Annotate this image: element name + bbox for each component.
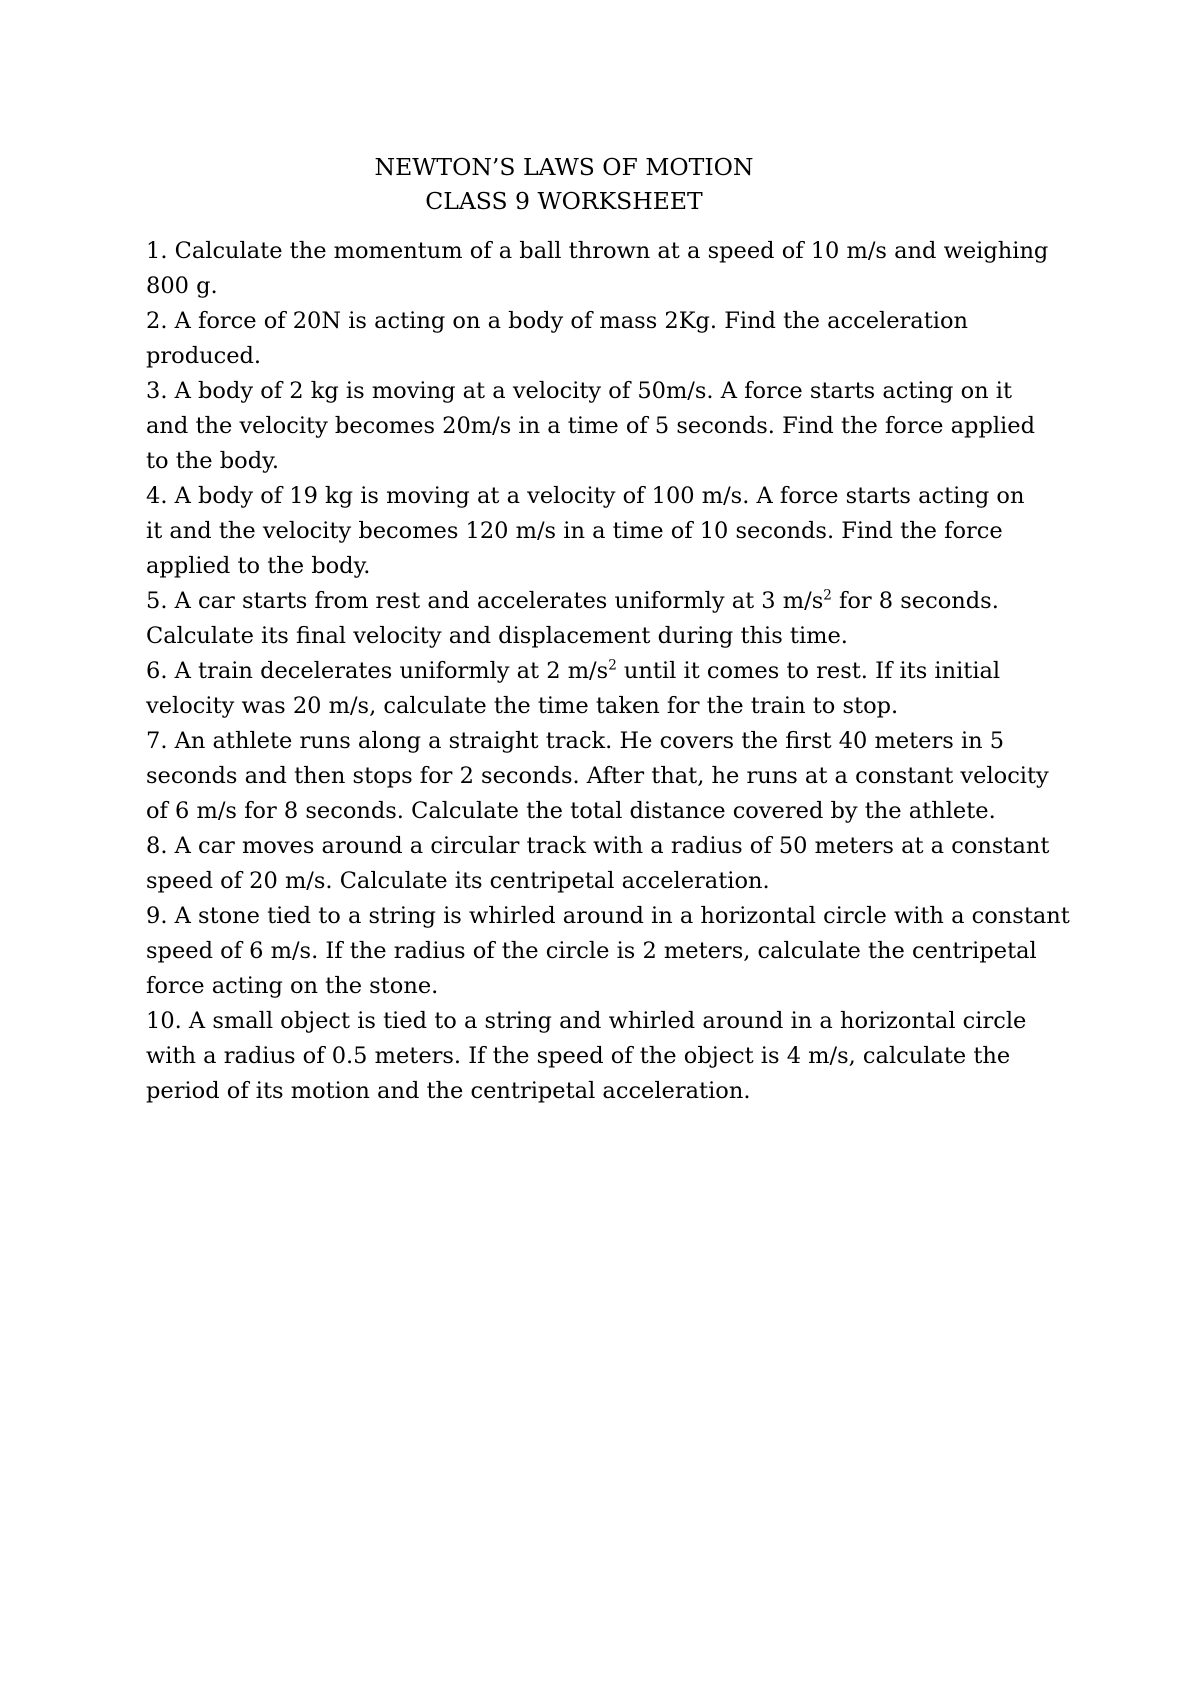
question-3-line-3: to the body.	[146, 448, 279, 474]
question-2-line-2: produced.	[146, 343, 262, 369]
question-8-line-2: speed of 20 m/s. Calculate its centripetal acceleration.	[146, 868, 770, 894]
question-4-line-3: applied to the body.	[146, 553, 371, 579]
question-5-text-b: for 8 seconds.	[831, 588, 999, 614]
question-6-exponent: 2	[608, 657, 617, 674]
question-7-line-3: of 6 m/s for 8 seconds. Calculate the total distance covered by the athlete.	[146, 798, 996, 824]
worksheet-title: NEWTON’S LAWS OF MOTION	[374, 153, 754, 181]
question-1-line-1: 1. Calculate the momentum of a ball thrown at a speed of 10 m/s and weighing	[146, 238, 1049, 264]
question-list	[146, 234, 1086, 1109]
question-9-line-2: speed of 6 m/s. If the radius of the circle is 2 meters, calculate the centripetal	[146, 938, 1037, 964]
question-6-text-b: until it comes to rest. If its initial	[616, 658, 1001, 684]
question-2-line-1: 2. A force of 20N is acting on a body of mass 2Kg. Find the acceleration	[146, 308, 968, 334]
question-5-exponent: 2	[823, 587, 832, 604]
question-9-line-3: force acting on the stone.	[146, 973, 439, 999]
question-5-line-2: Calculate its final velocity and displacement during this time.	[146, 623, 848, 649]
question-7-line-2: seconds and then stops for 2 seconds. After that, he runs at a constant velocity	[146, 763, 1049, 789]
worksheet-header	[0, 150, 1128, 218]
question-1-line-2: 800 g.	[146, 273, 218, 299]
question-3-line-2: and the velocity becomes 20m/s in a time of 5 seconds. Find the force applied	[146, 413, 1035, 439]
question-4-line-2: it and the velocity becomes 120 m/s in a time of 10 seconds. Find the force	[146, 518, 1003, 544]
question-6-line-1	[146, 654, 1086, 689]
question-9-line-1: 9. A stone tied to a string is whirled around in a horizontal circle with a constant	[146, 903, 1070, 929]
question-5-line-1	[146, 584, 1086, 619]
worksheet-subtitle: CLASS 9 WORKSHEET	[425, 187, 703, 215]
question-5-text-a: 5. A car starts from rest and accelerates uniformly at 3 m/s	[146, 588, 824, 614]
question-7-line-1: 7. An athlete runs along a straight track. He covers the first 40 meters in 5	[146, 728, 1005, 754]
question-3-line-1: 3. A body of 2 kg is moving at a velocity of 50m/s. A force starts acting on it	[146, 378, 1013, 404]
question-10-line-3: period of its motion and the centripetal acceleration.	[146, 1078, 751, 1104]
question-4-line-1: 4. A body of 19 kg is moving at a velocity of 100 m/s. A force starts acting on	[146, 483, 1025, 509]
question-6-line-2: velocity was 20 m/s, calculate the time taken for the train to stop.	[146, 693, 899, 719]
question-10-line-1: 10. A small object is tied to a string and whirled around in a horizontal circle	[146, 1008, 1027, 1034]
question-6-text-a: 6. A train decelerates uniformly at 2 m/s	[146, 658, 609, 684]
question-10-line-2: with a radius of 0.5 meters. If the speed of the object is 4 m/s, calculate the	[146, 1043, 1011, 1069]
question-8-line-1: 8. A car moves around a circular track with a radius of 50 meters at a constant	[146, 833, 1050, 859]
